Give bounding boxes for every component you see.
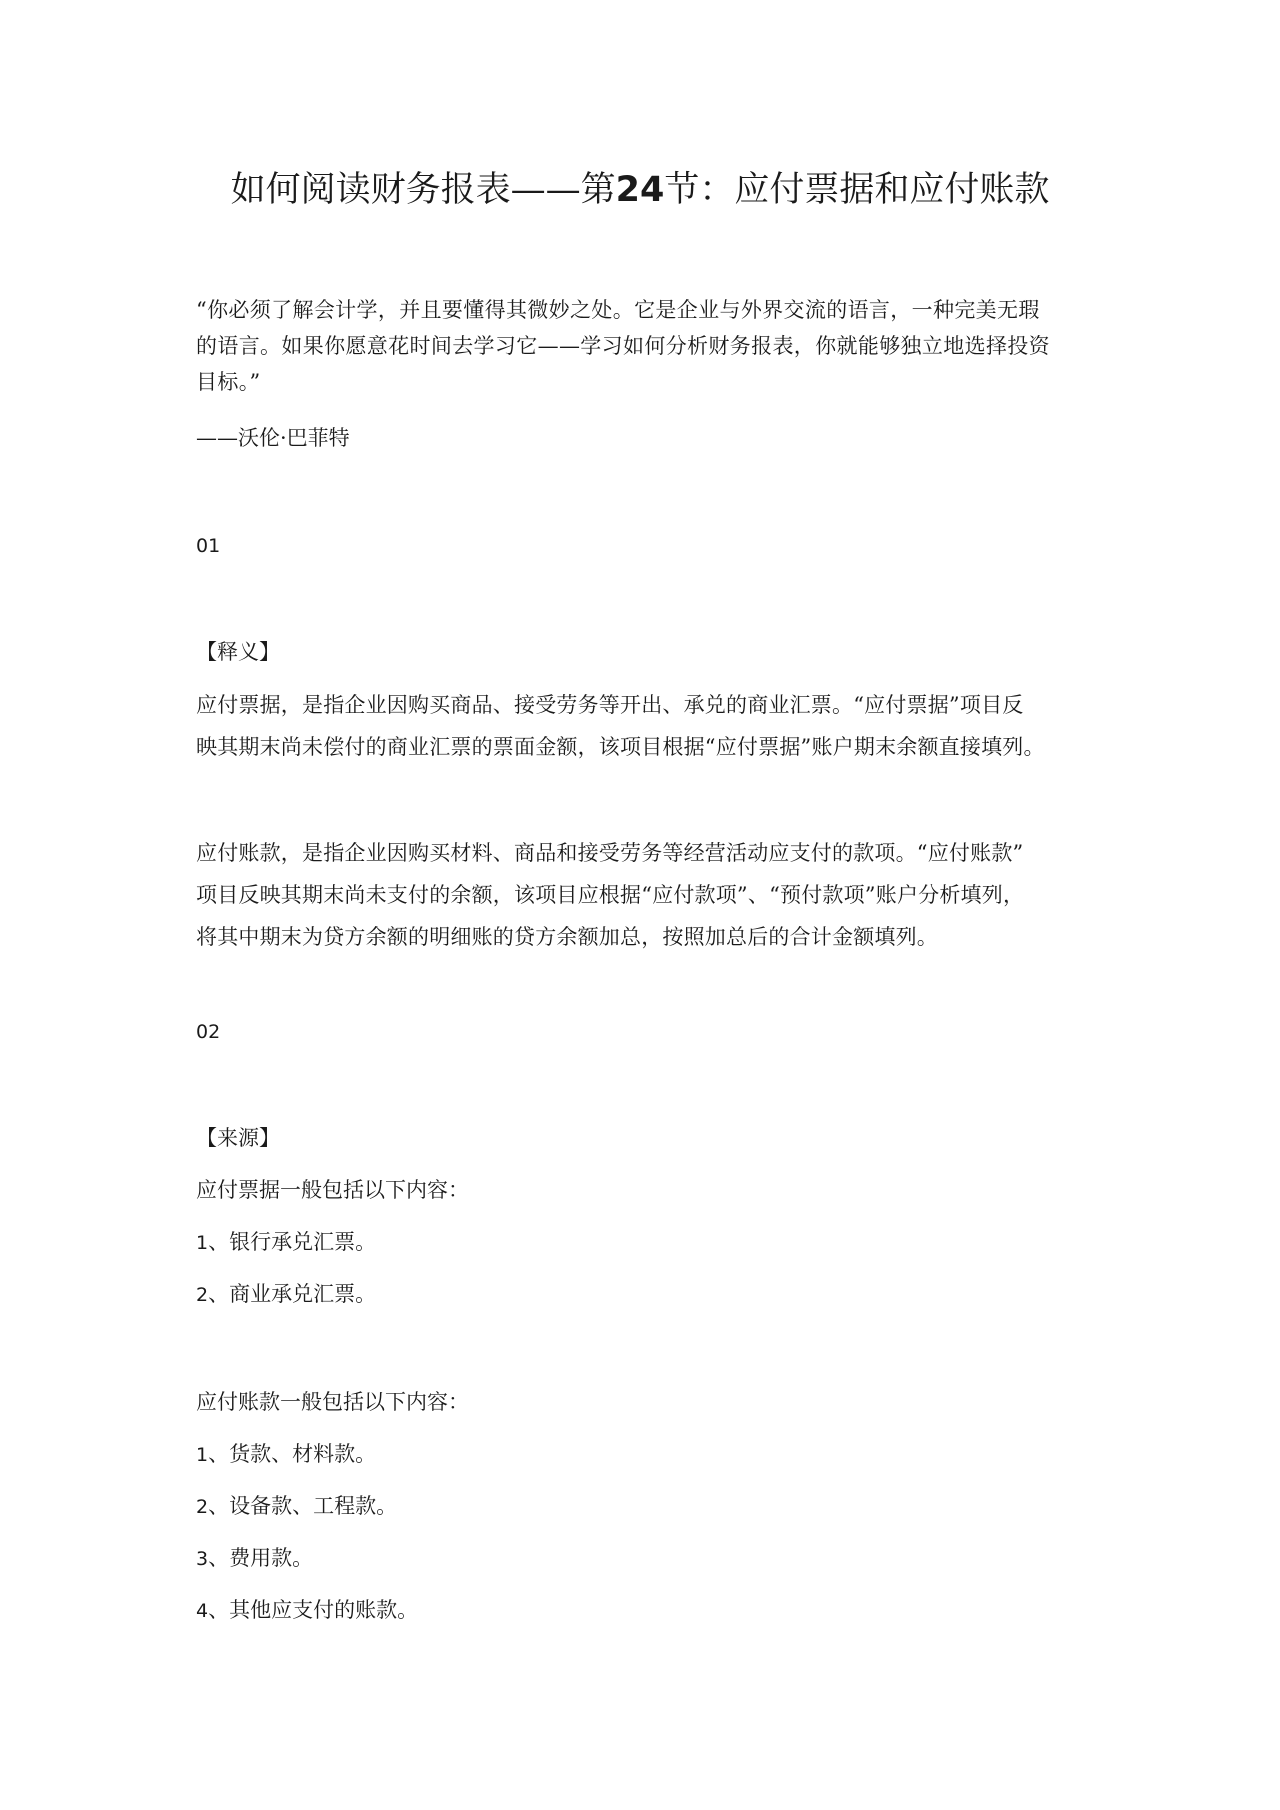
paragraph-line: 应付账款，是指企业因购买材料、商品和接受劳务等经营活动应支付的款项。“应付账款” (196, 841, 1024, 865)
list-item-number: 1 (196, 1232, 209, 1254)
section-number-01: 01 (196, 535, 221, 557)
list-item-text: 、费用款。 (208, 1546, 314, 1570)
list-item-number: 4 (196, 1600, 209, 1622)
list-item-text: 、银行承兑汇票。 (208, 1230, 377, 1254)
quote-line-1: “你必须了解会计学，并且要懂得其微妙之处。它是企业与外界交流的语言，一种完美无瑕 (196, 298, 1040, 322)
title-number: 24 (615, 170, 665, 210)
notes-payable-intro: 应付票据一般包括以下内容： (196, 1178, 469, 1202)
list-item-number: 2 (196, 1284, 209, 1306)
paragraph-line: 映其期末尚未偿付的商业汇票的票面金额，该项目根据“应付票据”账户期末余额直接填列。 (196, 735, 1045, 759)
page-title (0, 164, 1280, 216)
list-item-text: 、设备款、工程款。 (208, 1494, 398, 1518)
paragraph-line: 将其中期末为贷方余额的明细账的贷方余额加总，按照加总后的合计金额填列。 (196, 925, 938, 949)
title-prefix: 如何阅读财务报表——第 (230, 170, 616, 210)
list-item (196, 1592, 418, 1629)
section-number-02: 02 (196, 1021, 221, 1043)
list-item-text: 、货款、材料款。 (208, 1442, 377, 1466)
section-heading-definition: 【释义】 (196, 640, 280, 664)
list-item (196, 1436, 376, 1473)
list-item-number: 1 (196, 1444, 209, 1466)
list-item-text: 、商业承兑汇票。 (208, 1282, 377, 1306)
list-item-number: 3 (196, 1548, 209, 1570)
notes-payable-definition (196, 684, 1096, 768)
paragraph-line: 应付票据，是指企业因购买商品、接受劳务等开出、承兑的商业汇票。“应付票据”项目反 (196, 693, 1024, 717)
list-item-text: 、其他应支付的账款。 (208, 1598, 419, 1622)
accounts-payable-intro: 应付账款一般包括以下内容： (196, 1390, 469, 1414)
section-heading-source: 【来源】 (196, 1126, 280, 1150)
buffett-quote (196, 292, 1096, 400)
list-item (196, 1540, 313, 1577)
title-suffix: 节：应付票据和应付账款 (664, 170, 1050, 210)
paragraph-line: 项目反映其期末尚未支付的余额，该项目应根据“应付款项”、“预付款项”账户分析填列， (196, 883, 1025, 907)
list-item (196, 1276, 376, 1313)
list-item-number: 2 (196, 1496, 209, 1518)
list-item (196, 1488, 397, 1525)
quote-line-2: 的语言。如果你愿意花时间去学习它——学习如何分析财务报表，你就能够独立地选择投资 (196, 334, 1050, 358)
list-item (196, 1224, 376, 1261)
accounts-payable-definition (196, 832, 1096, 958)
quote-line-3: 目标。” (196, 370, 261, 394)
quote-attribution: ——沃伦·巴菲特 (196, 426, 350, 450)
